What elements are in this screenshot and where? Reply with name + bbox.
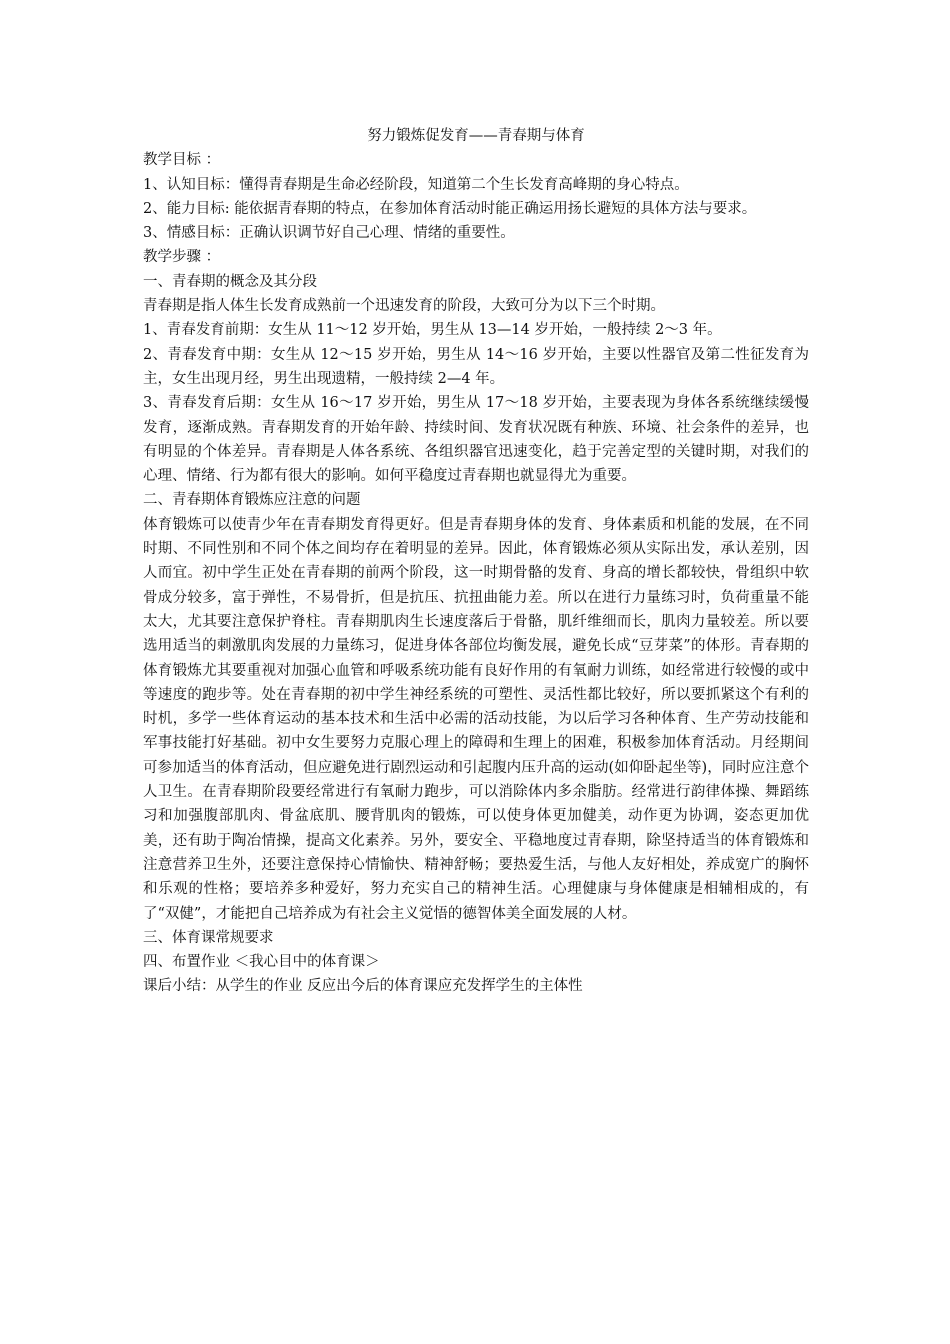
objective-emotional: 3、情感目标：正确认识调节好自己心理、情绪的重要性。: [143, 225, 515, 242]
period-late: 3、青春发育后期：女生从 16～17 岁开始，男生从 17～18 岁开始，主要表现为身体各系统继续缓慢发育，逐渐成熟。青春期发育的开始年龄、持续时间、发育状况既有种族、环境、社会条件的差异，也有明显的个体差异。青春期是人体各系统、各组织器官迅速变化，趋于完善定型的关键时期，对我们的心理、情绪、行为都有很大的影响。如何平稳度过青春期也就显得尤为重要。: [143, 395, 809, 485]
section-2-heading: 二、青春期体育锻炼应注意的问题: [143, 492, 361, 509]
document-page: [143, 124, 809, 999]
objectives-heading: 教学目标 ：: [143, 152, 221, 169]
lesson-summary: 课后小结：从学生的作业 反应出今后的体育课应充发挥学生的主体性: [143, 978, 583, 995]
objective-cognitive: 1、认知目标：懂得青春期是生命必经阶段，知道第二个生长发育高峰期的身心特点。: [143, 176, 689, 193]
period-middle: 2、青春发育中期：女生从 12～15 岁开始，男生从 14～16 岁开始，主要以性器官及第二性征发育为主，女生出现月经，男生出现遗精，一般持续 2—4 年。: [143, 346, 809, 387]
section-4-heading: 四、布置作业 ＜我心目中的体育课＞: [143, 954, 380, 971]
objective-ability: 2、能力目标: 能依据青春期的特点，在参加体育活动时能正确运用扬长避短的具体方法与要求。: [143, 200, 757, 217]
section-1-intro: 青春期是指人体生长发育成熟前一个迅速发育的阶段，大致可分为以下三个时期。: [143, 298, 665, 315]
document-title: 努力锻炼促发育——青春期与体育: [367, 128, 585, 144]
section-3-heading: 三、体育课常规要求: [143, 929, 274, 946]
steps-heading: 教学步骤 ：: [143, 249, 221, 266]
section-1-heading: 一、青春期的概念及其分段: [143, 273, 317, 290]
section-2-body: 体育锻炼可以使青少年在青春期发育得更好。但是青春期身体的发育、身体素质和机能的发展，在不同时期、不同性别和不同个体之间均存在着明显的差异。因此，体育锻炼必须从实际出发，承认差别，因人而宜。初中学生正处在青春期的前两个阶段，这一时期骨骼的发育、身高的增长都较快，骨组织中软骨成分较多，富于弹性，不易骨折，但是抗压、抗扭曲能力差。所以在进行力量练习时，负荷重量不能太大，尤其要注意保护脊柱。青春期肌肉生长速度落后于骨骼，肌纤维细而长，肌肉力量较差。所以要选用适当的刺激肌肉发展的力量练习，促进身体各部位均衡发展，避免长成“豆芽菜”的体形。青春期的体育锻炼尤其要重视对加强心血管和呼吸系统功能有良好作用的有氧耐力训练，如经常进行较慢的或中等速度的跑步等。处在青春期的初中学生神经系统的可塑性、灵活性都比较好，所以要抓紧这个有利的时机，多学一些体育运动的基本技术和生活中必需的活动技能，为以后学习各种体育、生产劳动技能和军事技能打好基础。初中女生要努力克服心理上的障碍和生理上的困难，积极参加体育活动。月经期间可参加适当的体育活动，但应避免进行剧烈运动和引起腹内压升高的运动(如仰卧起坐等)，同时应注意个人卫生。在青春期阶段要经常进行有氧耐力跑步，可以消除体内多余脂肪。经常进行韵律体操、舞蹈练习和加强腹部肌肉、骨盆底肌、腰背肌肉的锻炼，可以使身体更加健美，动作更为协调，姿态更加优美，还有助于陶冶情操，提高文化素养。另外，要安全、平稳地度过青春期，除坚持适当的体育锻炼和注意营养卫生外，还要注意保持心情愉快、精神舒畅；要热爱生活，与他人友好相处，养成宽广的胸怀和乐观的性格；要培养多种爱好，努力充实自己的精神生活。心理健康与身体健康是相辅相成的，有了“双健”，才能把自己培养成为有社会主义觉悟的德智体美全面发展的人材。: [143, 516, 809, 922]
period-early: 1、青春发育前期：女生从 11～12 岁开始，男生从 13—14 岁开始，一般持续 2～3 年。: [143, 322, 722, 339]
